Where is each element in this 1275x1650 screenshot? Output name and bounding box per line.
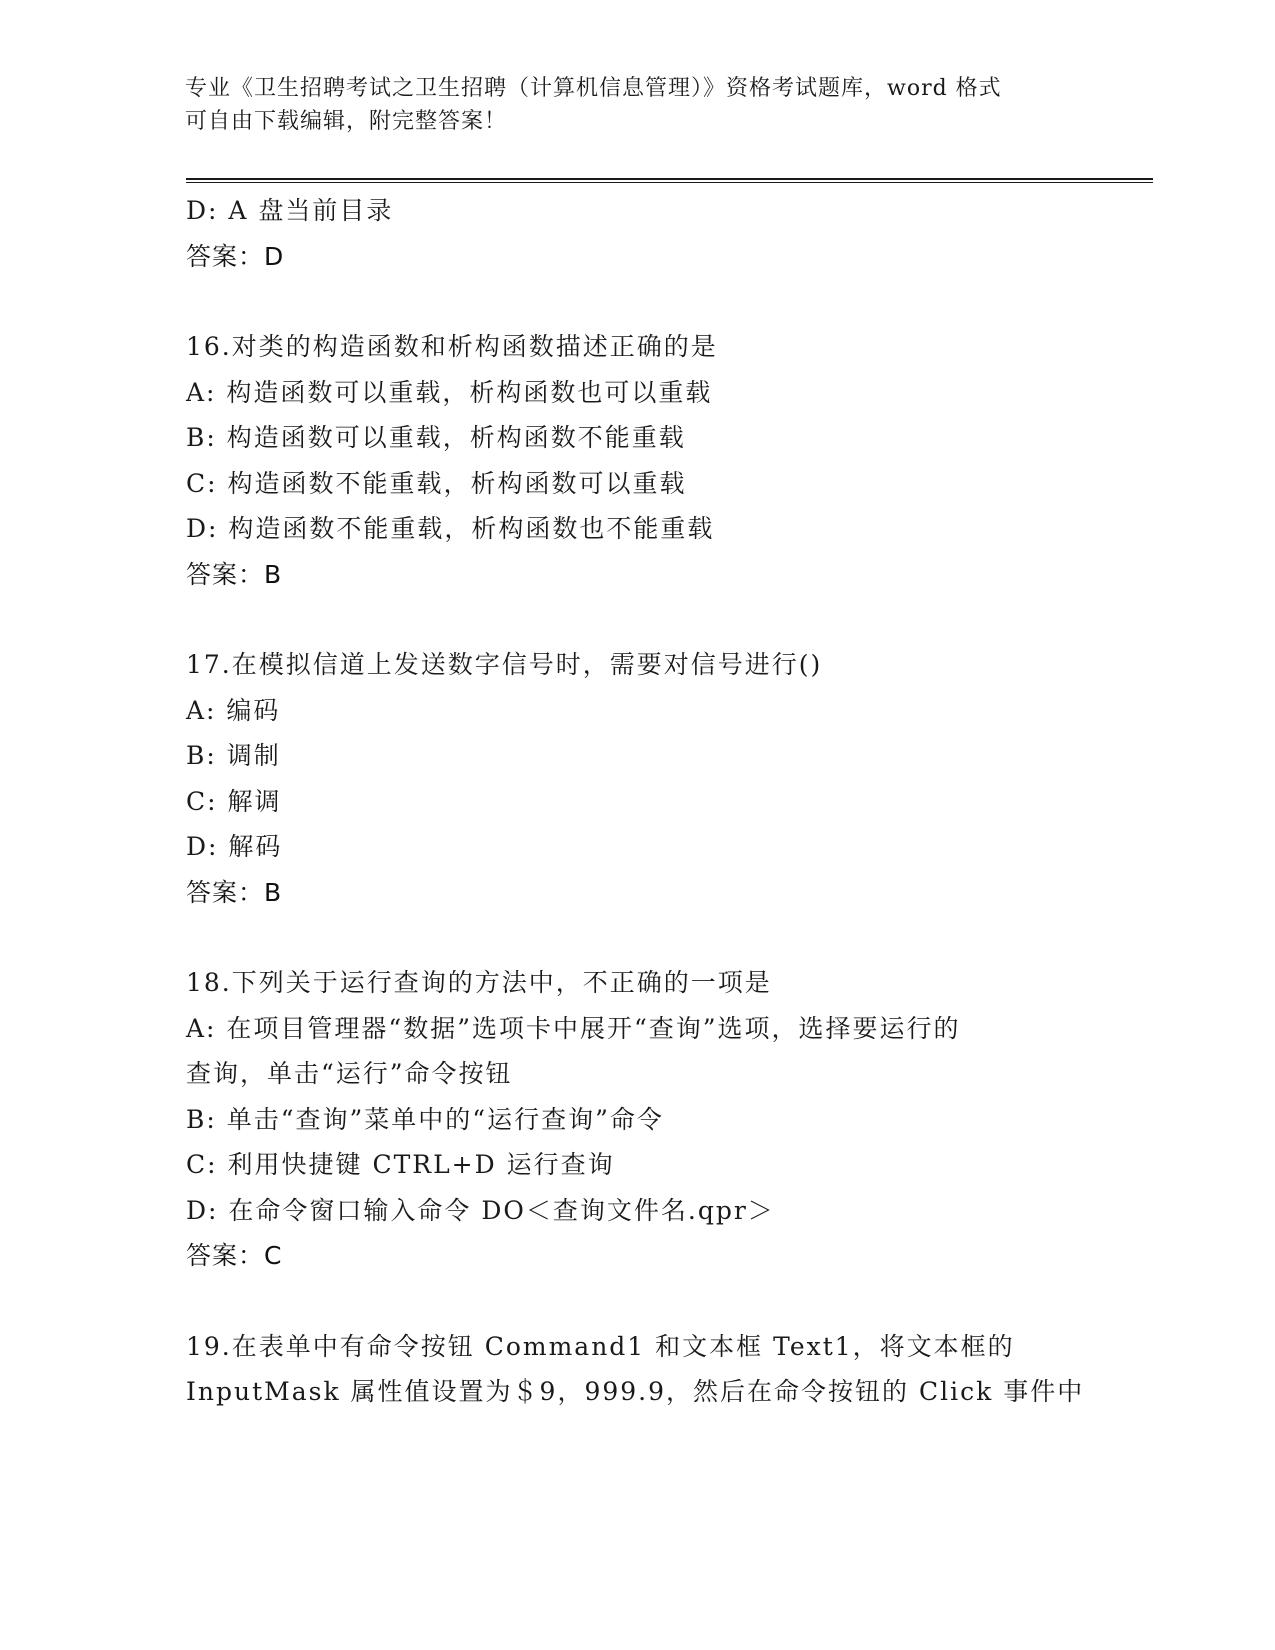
option-c: C: 利用快捷键 CTRL+D 运行查询: [186, 1150, 615, 1179]
question-15-continuation: [186, 188, 1086, 279]
question-18: [186, 960, 1086, 1279]
answer-label: 答案：C: [186, 1241, 283, 1270]
question-stem-line-1: 19.在表单中有命令按钮 Command1 和文本框 Text1，将文本框的: [186, 1331, 1015, 1361]
header-line-2: 可自由下载编辑，附完整答案！: [185, 109, 508, 134]
option-d: D: 在命令窗口输入命令 DO＜查询文件名.qpr＞: [186, 1195, 775, 1225]
question-gap: [186, 279, 1086, 324]
question-stem-line-2: InputMask 属性值设置为＄9，999.9，然后在命令按钮的 Click 事件中: [186, 1377, 1085, 1406]
question-16: [186, 324, 1086, 597]
question-stem: 17.在模拟信道上发送数字信号时，需要对信号进行(): [186, 650, 823, 679]
header-divider: [186, 178, 1153, 183]
answer-label: 答案：B: [186, 559, 283, 589]
option-b: B: 构造函数可以重载，析构函数不能重载: [186, 423, 686, 452]
question-19: [186, 1324, 1086, 1415]
question-stem: 18.下列关于运行查询的方法中，不正确的一项是: [186, 968, 772, 997]
option-d: D: 解码: [186, 832, 283, 861]
question-gap: [186, 597, 1086, 642]
answer-label: 答案：B: [186, 877, 283, 907]
option-c: C: 解调: [186, 786, 282, 816]
question-gap: [186, 1279, 1086, 1324]
document-header: [185, 72, 1065, 138]
option-a-line-2: 查询，单击“运行”命令按钮: [186, 1059, 513, 1088]
option-d: D: 构造函数不能重载，析构函数也不能重载: [186, 514, 715, 543]
option-b: B: 单击“查询”菜单中的“运行查询”命令: [186, 1104, 664, 1134]
question-list: [186, 188, 1086, 1415]
answer-label: 答案：D: [186, 241, 285, 271]
header-line-1: 专业《卫生招聘考试之卫生招聘（计算机信息管理）》资格考试题库，word 格式: [185, 76, 1002, 101]
question-stem: 16.对类的构造函数和析构函数描述正确的是: [186, 332, 718, 361]
question-gap: [186, 915, 1086, 960]
option-a: A: 编码: [186, 695, 281, 725]
question-17: [186, 642, 1086, 915]
option-b: B: 调制: [186, 741, 281, 770]
option-a: A: 构造函数可以重载，析构函数也可以重载: [186, 377, 713, 407]
option-d: D: A 盘当前目录: [186, 196, 394, 225]
option-c: C: 构造函数不能重载，析构函数可以重载: [186, 468, 687, 498]
option-a-line-1: A: 在项目管理器“数据”选项卡中展开“查询”选项，选择要运行的: [186, 1013, 961, 1043]
